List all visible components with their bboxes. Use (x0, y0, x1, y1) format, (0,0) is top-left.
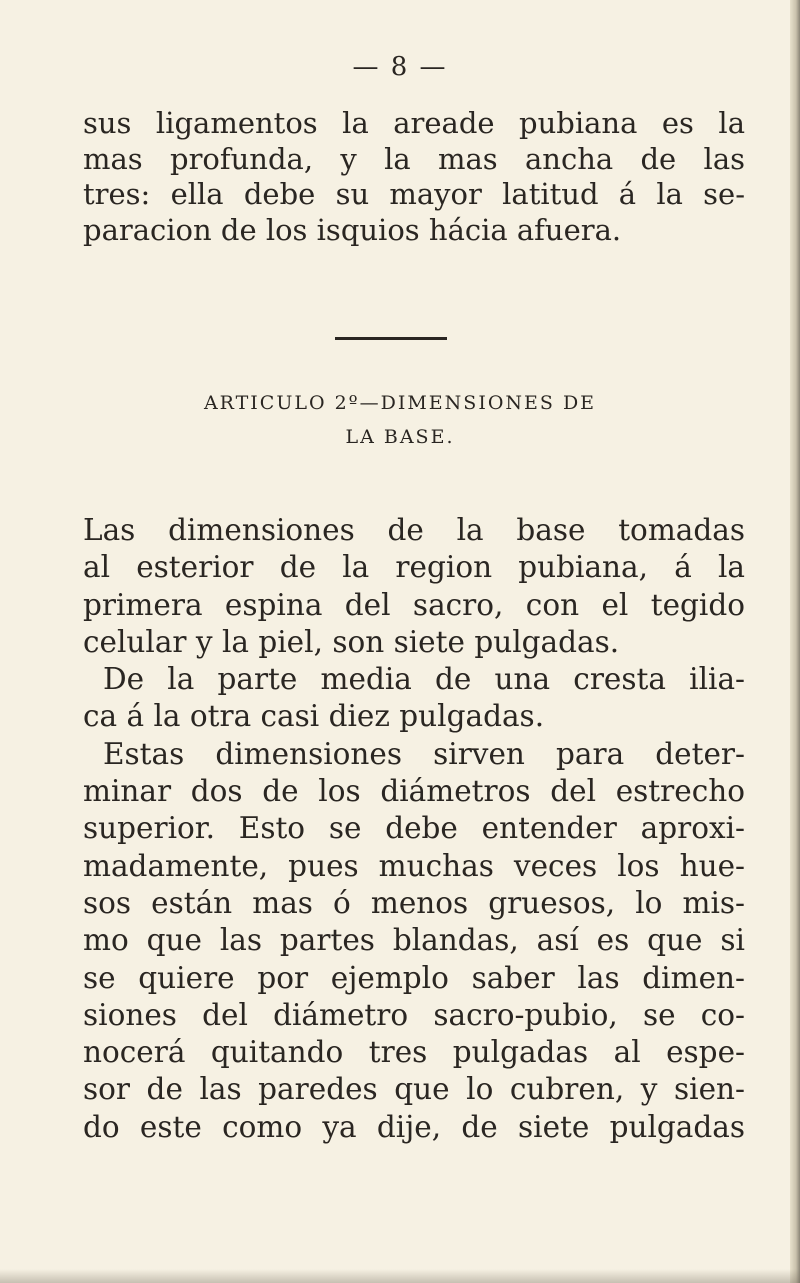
text-line: Las dimensiones de la base tomadas (83, 513, 745, 547)
text-line: do este como ya dije, de siete pulgadas (83, 1109, 745, 1144)
text-line: celular y la piel, son siete pulgadas. (83, 624, 620, 659)
text-line: mo que las partes blandas, así es que si (83, 923, 745, 958)
text-line: se quiere por ejemplo saber las dimen- (83, 960, 745, 995)
body-text (83, 512, 745, 1146)
section-divider (335, 337, 447, 340)
text-line: paracion de los isquios hácia afuera. (83, 212, 622, 247)
text-line: madamente, pues muchas veces los hue- (83, 848, 745, 883)
text-line: sor de las paredes que lo cubren, y sien- (83, 1072, 745, 1107)
page-edge-shadow (790, 0, 800, 1283)
page-bottom-shadow (0, 1269, 800, 1283)
text-line: De la parte media de una cresta ilia- (103, 662, 745, 697)
page-number: — 8 — (352, 52, 448, 82)
text-line: Estas dimensiones sirven para deter- (103, 736, 745, 771)
text-line: primera espina del sacro, con el tegido (83, 587, 745, 622)
text-line: sus ligamentos la areade pubiana es la (83, 106, 745, 140)
text-line: nocerá quitando tres pulgadas al espe- (83, 1035, 745, 1070)
text-line: ca á la otra casi diez pulgadas. (83, 699, 545, 734)
text-line: sos están mas ó menos gruesos, lo mis- (83, 885, 745, 920)
text-line: mas profunda, y la mas ancha de las (83, 141, 745, 176)
text-line: superior. Esto se debe entender aproxi- (83, 811, 745, 846)
intro-paragraph (83, 106, 745, 248)
section-heading-continuation: LA BASE. (345, 426, 455, 448)
text-line: minar dos de los diámetros del estrecho (83, 774, 745, 809)
section-heading: ARTICULO 2º—DIMENSIONES DE (203, 392, 597, 414)
text-line: al esterior de la region pubiana, á la (83, 550, 745, 585)
text-line: tres: ella debe su mayor latitud á la se- (83, 177, 745, 211)
text-line: siones del diámetro sacro-pubio, se co- (83, 997, 745, 1032)
